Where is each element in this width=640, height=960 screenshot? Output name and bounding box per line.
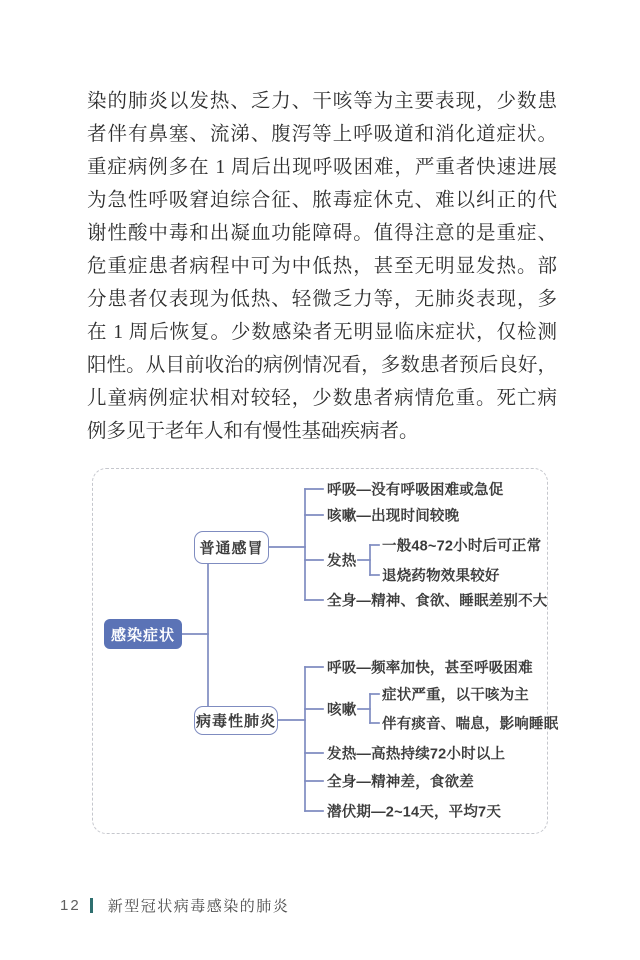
paragraph-line: 分患者仅表现为低热、轻微乏力等，无肺炎表现，多 xyxy=(87,289,557,310)
leaf-cold-fever: 发热 xyxy=(327,553,357,570)
diagram-connectors xyxy=(93,469,549,835)
paragraph-line: 儿童病例症状相对较轻，少数患者病情危重。死亡病 xyxy=(87,388,557,409)
paragraph-line: 在 1 周后恢复。少数感染者无明显临床症状，仅检测 xyxy=(87,322,557,343)
leaf-pneumonia-incubation: 潜伏期—2~14天，平均7天 xyxy=(327,804,502,821)
symptom-comparison-diagram xyxy=(92,468,559,834)
page-footer xyxy=(60,895,289,916)
page-number: 12 xyxy=(60,897,81,914)
paragraph-line: 例多见于老年人和有慢性基础疾病者。 xyxy=(87,421,419,442)
paragraph-line: 染的肺炎以发热、乏力、干咳等为主要表现，少数患 xyxy=(87,91,557,112)
leaf-cold-general: 全身—精神、食欲、睡眠差别不大 xyxy=(327,593,548,610)
body-paragraph xyxy=(87,85,557,448)
paragraph-line: 者伴有鼻塞、流涕、腹泻等上呼吸道和消化道症状。 xyxy=(87,124,557,145)
leaf-cold-breathing: 呼吸—没有呼吸困难或急促 xyxy=(327,482,504,499)
leaf-cold-fever-medicine: 退烧药物效果较好 xyxy=(382,568,500,585)
book-title: 新型冠状病毒感染的肺炎 xyxy=(107,898,290,915)
leaf-pneumonia-breathing: 呼吸—频率加快，甚至呼吸困难 xyxy=(327,660,533,677)
leaf-cold-fever-duration: 一般48~72小时后可正常 xyxy=(382,538,542,555)
leaf-pneumonia-cough-severe: 症状严重，以干咳为主 xyxy=(382,687,529,704)
leaf-pneumonia-cough: 咳嗽 xyxy=(327,702,357,719)
branch-node-viral-pneumonia: 病毒性肺炎 xyxy=(194,706,278,735)
paragraph-line: 阳性。从目前收治的病例情况看，多数患者预后良好， xyxy=(87,355,557,376)
leaf-pneumonia-cough-sleep: 伴有痰音、喘息，影响睡眠 xyxy=(382,716,559,733)
footer-divider xyxy=(90,898,93,913)
leaf-cold-cough: 咳嗽—出现时间较晚 xyxy=(327,508,460,525)
paragraph-line: 为急性呼吸窘迫综合征、脓毒症休克、难以纠正的代 xyxy=(87,190,557,211)
paragraph-line: 谢性酸中毒和出凝血功能障碍。值得注意的是重症、 xyxy=(87,223,557,244)
paragraph-line: 重症病例多在 1 周后出现呼吸困难，严重者快速进展 xyxy=(87,157,557,178)
branch-node-common-cold: 普通感冒 xyxy=(194,531,269,564)
paragraph-line: 危重症患者病程中可为中低热，甚至无明显发热。部 xyxy=(87,256,557,277)
root-node-infection-symptoms: 感染症状 xyxy=(104,619,182,649)
leaf-pneumonia-general: 全身—精神差，食欲差 xyxy=(327,774,474,791)
leaf-pneumonia-fever: 发热—高热持续72小时以上 xyxy=(327,746,506,763)
